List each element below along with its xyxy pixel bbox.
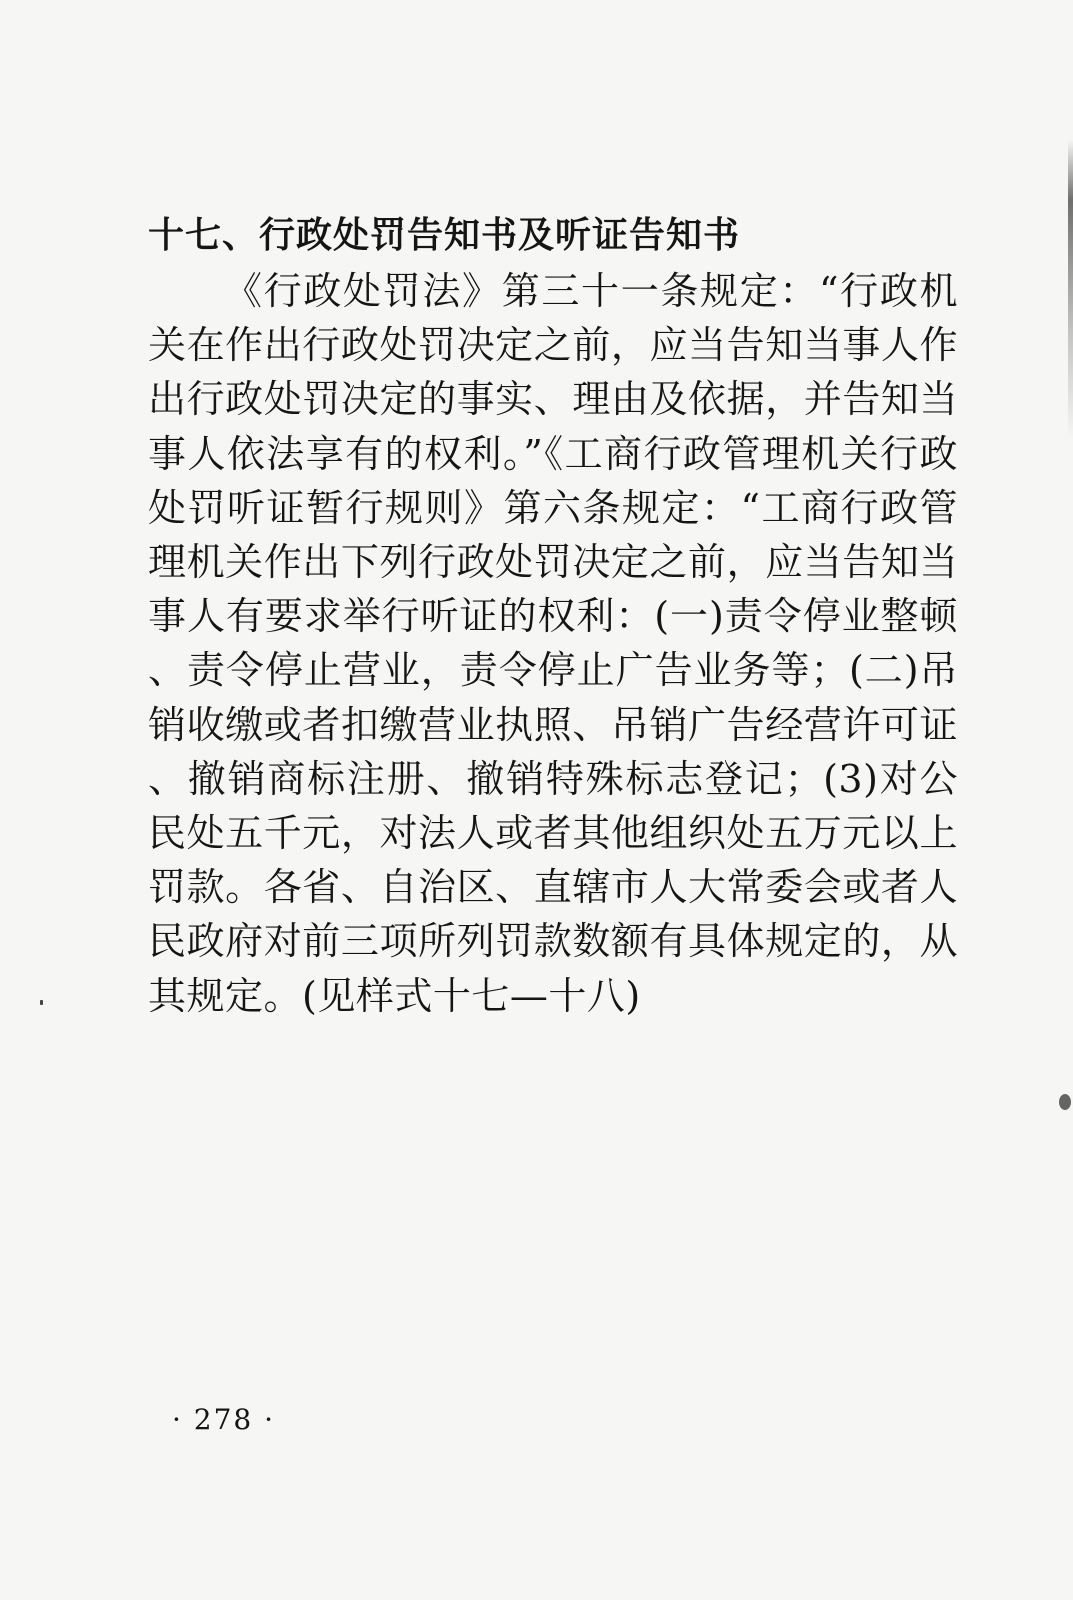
body-paragraph: 《行政处罚法》第三十一条规定：“行政机关在作出行政处罚决定之前，应当告知当事人作出行政处罚决定的事实、理由及依据，并告知当事人依法享有的权利。”《工商行政管理机关行政处罚听证暂行规则》第六条规定：“工商行政管理机关作出下列行政处罚决定之前，应当告知当事人有要求举行听证的权利：(一)责令停业整顿、责令停止营业，责令停止广告业务等；(二)吊销收缴或者扣缴营业执照、吊销广告经营许可证、撤销商标注册、撤销特殊标志登记；(3)对公民处五千元，对法人或者其他组织处五万元以上罚款。各省、自治区、直辖市人大常委会或者人民政府对前三项所列罚款数额有具体规定的，从其规定。(见样式十七—十八): [148, 269, 958, 1018]
scan-edge-spot: [1059, 1094, 1071, 1110]
scan-speck: [40, 1000, 43, 1005]
scan-edge-shadow: [1068, 140, 1073, 440]
page-number: · 278 ·: [172, 1403, 276, 1436]
section-heading: 十七、行政处罚告知书及听证告知书: [148, 215, 741, 256]
